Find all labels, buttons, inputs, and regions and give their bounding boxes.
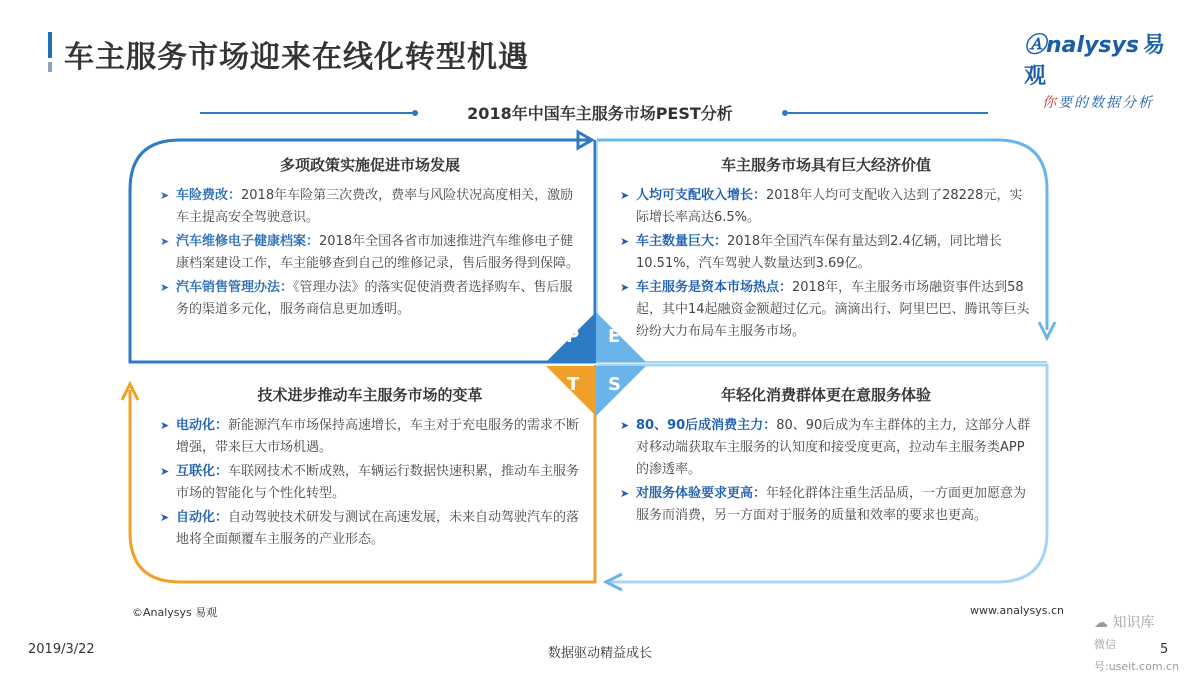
quadrant-list xyxy=(160,415,580,551)
quadrant-list xyxy=(620,185,1032,343)
list-item: ➤ 互联化：车联网技术不断成熟，车辆运行数据快速积累，推动车主服务市场的智能化与个性化转型。 xyxy=(160,461,580,505)
footer-slogan: 数据驱动精益成长 xyxy=(547,646,652,661)
logo-brand-text: nalysys xyxy=(1046,33,1139,58)
chevron-right-icon: ➤ xyxy=(160,281,170,294)
quadrant-list xyxy=(620,415,1032,527)
page-title: 车主服务市场迎来在线化转型机遇 xyxy=(64,40,529,75)
quadrant-list xyxy=(160,185,580,321)
logo-slogan-red: 你 xyxy=(1042,95,1058,111)
chevron-right-icon: ➤ xyxy=(620,487,630,500)
quadrant-heading: 多项政策实施促进市场发展 xyxy=(279,156,460,174)
copyright: ©Analysys 易观 xyxy=(132,606,218,619)
quadrant-political xyxy=(160,154,580,323)
quadrant-social xyxy=(620,384,1032,529)
pest-p-label: P xyxy=(566,326,580,347)
website-link[interactable]: www.analysys.cn xyxy=(970,604,1064,617)
chevron-right-icon: ➤ xyxy=(160,465,170,478)
chevron-right-icon: ➤ xyxy=(620,281,630,294)
quadrant-heading: 年轻化消费群体更在意服务体验 xyxy=(720,386,931,404)
list-item: ➤ 80、90后成消费主力：80、90后成为车主群体的主力，这部分人群对移动端获取车主服务的认知度和接受度更高，拉动车主服务类APP的渗透率。 xyxy=(620,415,1032,481)
chevron-right-icon: ➤ xyxy=(620,419,630,432)
chart-subtitle: 2018年中国车主服务市场PEST分析 xyxy=(467,104,733,123)
list-item: ➤ 电动化：新能源汽车市场保持高速增长，车主对于充电服务的需求不断增强，带来巨大市场机遇。 xyxy=(160,415,580,459)
chevron-right-icon: ➤ xyxy=(160,189,170,202)
pest-e-label: E xyxy=(608,326,621,347)
page-number: 5 xyxy=(1160,642,1169,657)
pest-s-label: S xyxy=(608,374,621,395)
list-item: ➤ 车险费改：2018年车险第三次费改，费率与风险状况高度相关，激励车主提高安全驾驶意识。 xyxy=(160,185,580,229)
wechat-icon-label: ☁ 知识库 xyxy=(1094,615,1155,631)
list-item: ➤ 汽车销售管理办法：《管理办法》的落实促使消费者选择购车、售后服务的渠道多元化，服务商信息更加透明。 xyxy=(160,277,580,321)
quadrant-economic xyxy=(620,154,1032,345)
quadrant-heading: 车主服务市场具有巨大经济价值 xyxy=(720,156,931,174)
quadrant-heading: 技术进步推动车主服务市场的变革 xyxy=(257,386,483,404)
chevron-right-icon: ➤ xyxy=(160,419,170,432)
wechat-icon: ☁ xyxy=(1094,615,1113,631)
logo-slogan: 要的数据分析 xyxy=(1058,95,1154,111)
list-item: ➤ 汽车维修电子健康档案：2018年全国各省市加速推进汽车维修电子健康档案建设工作，车主能够查到自己的维修记录，售后服务得到保障。 xyxy=(160,231,580,275)
logo-brand-cn: 易观 xyxy=(1024,33,1165,89)
logo-a-icon: Ⓐ xyxy=(1024,33,1047,58)
watermark: ☁ 知识库 微信号:useit.com.cn xyxy=(1094,612,1200,678)
date: 2019/3/22 xyxy=(28,642,95,657)
chevron-right-icon: ➤ xyxy=(620,235,630,248)
list-item: ➤ 自动化：自动驾驶技术研发与测试在高速发展，未来自动驾驶汽车的落地将全面颠覆车主服务的产业形态。 xyxy=(160,507,580,551)
chevron-right-icon: ➤ xyxy=(160,235,170,248)
chevron-right-icon: ➤ xyxy=(160,511,170,524)
list-item: ➤ 车主数量巨大：2018年全国汽车保有量达到2.4亿辆，同比增长10.51%，汽车驾驶人数量达到3.69亿。 xyxy=(620,231,1032,275)
list-item: ➤ 对服务体验要求更高：年轻化群体注重生活品质，一方面更加愿意为服务而消费，另一方面对于服务的质量和效率的要求也更高。 xyxy=(620,483,1032,527)
quadrant-technological xyxy=(160,384,580,553)
list-item: ➤ 人均可支配收入增长：2018年人均可支配收入达到了28228元，实际增长率高达6.5%。 xyxy=(620,185,1032,229)
chevron-right-icon: ➤ xyxy=(620,189,630,202)
list-item: ➤ 车主服务是资本市场热点：2018年，车主服务市场融资事件达到58起，其中14起融资金额超过亿元。滴滴出行、阿里巴巴、腾讯等巨头纷纷大力布局车主服务市场。 xyxy=(620,277,1032,343)
pest-t-label: T xyxy=(567,374,580,395)
